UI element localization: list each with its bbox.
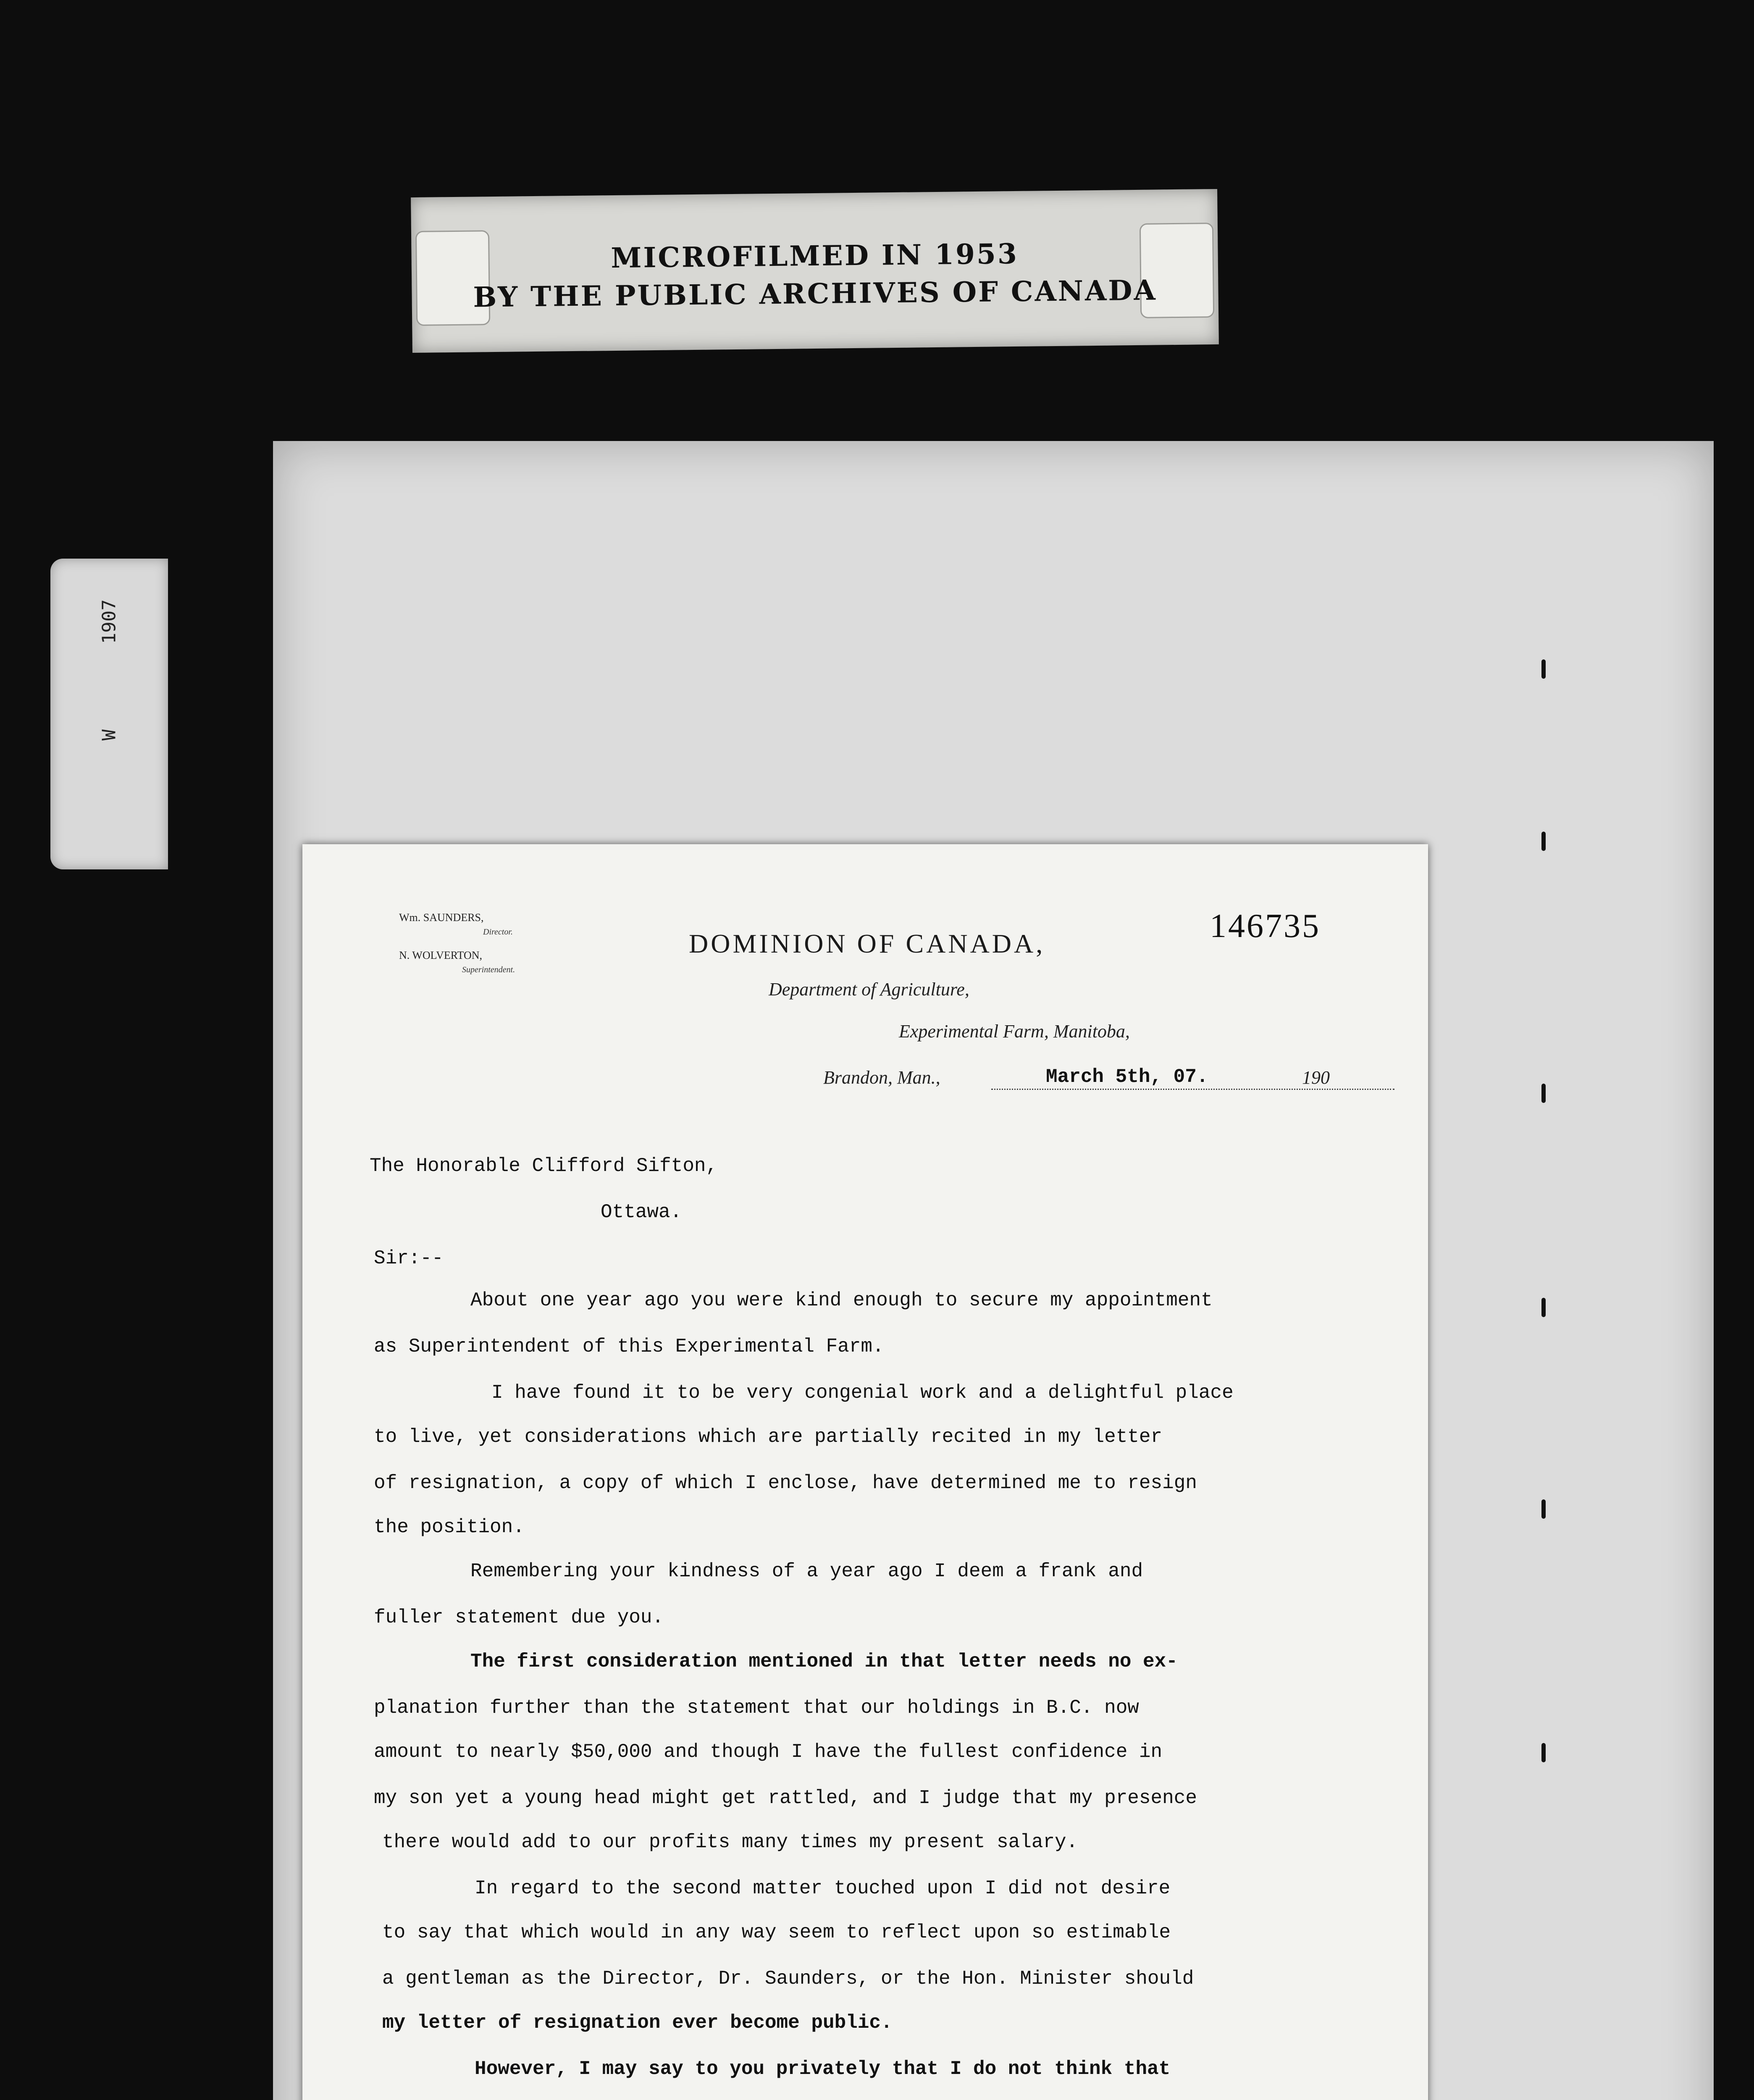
body-line: The first consideration mentioned in that letter needs no ex- (470, 1651, 1178, 1672)
body-line: a gentleman as the Director, Dr. Saunders, or the Hon. Minister should (382, 1968, 1194, 1990)
reel-label (50, 559, 168, 869)
letterhead-farm: Experimental Farm, Manitoba, (899, 1021, 1130, 1042)
reel-year: 1907 (98, 599, 120, 644)
margin-mark (1541, 1743, 1546, 1762)
margin-mark (1541, 659, 1546, 679)
letter-date: March 5th, 07. (1046, 1066, 1208, 1088)
body-line: About one year ago you were kind enough to secure my appointment (470, 1289, 1213, 1311)
letterhead-name-director: Wm. SAUNDERS, (399, 911, 484, 924)
letterhead-role-superintendent: Superintendent. (462, 965, 515, 974)
body-line: planation further than the statement that our holdings in B.C. now (374, 1697, 1139, 1719)
margin-mark (1541, 832, 1546, 851)
letterhead-department: Department of Agriculture, (769, 979, 969, 1000)
body-line: my letter of resignation ever become public. (382, 2012, 893, 2034)
body-line: fuller statement due you. (374, 1606, 664, 1628)
archive-label (411, 189, 1219, 353)
body-line: However, I may say to you privately that I do not think that (475, 2058, 1171, 2080)
salutation: Sir:-- (374, 1247, 444, 1269)
body-line: to live, yet considerations which are partially recited in my letter (374, 1426, 1163, 1448)
margin-mark (1541, 1084, 1546, 1103)
letterhead-name-superintendent: N. WOLVERTON, (399, 949, 483, 961)
body-line: my son yet a young head might get rattled, and I judge that my presence (374, 1787, 1197, 1809)
body-line: Remembering your kindness of a year ago I deem a frank and (470, 1560, 1143, 1582)
body-line: amount to nearly $50,000 and though I have the fullest confidence in (374, 1741, 1163, 1763)
margin-mark (1541, 1499, 1546, 1519)
addressee-city: Ottawa. (601, 1201, 682, 1223)
document-number: 146735 (1210, 908, 1321, 945)
margin-mark (1541, 1298, 1546, 1317)
body-line: there would add to our profits many times my present salary. (382, 1831, 1078, 1853)
body-line: to say that which would in any way seem to reflect upon so estimable (382, 1922, 1171, 1943)
letterhead-title: DOMINION OF CANADA, (689, 929, 1045, 958)
addressee: The Honorable Clifford Sifton, (370, 1155, 718, 1177)
date-line (991, 1089, 1394, 1090)
body-line: the position. (374, 1516, 525, 1538)
letter-page (302, 844, 1428, 2100)
body-line: of resignation, a copy of which I enclose, have determined me to resign (374, 1472, 1197, 1494)
reel-code: W (98, 729, 120, 741)
body-line: I have found it to be very congenial work and a delightful place (491, 1382, 1234, 1404)
year-suffix: 190 (1302, 1067, 1330, 1088)
letterhead-role-director: Director. (483, 927, 513, 937)
letterhead-place: Brandon, Man., (823, 1067, 940, 1088)
archive-label-line2: BY THE PUBLIC ARCHIVES OF CANADA (473, 273, 1158, 314)
body-line: In regard to the second matter touched upon I did not desire (475, 1877, 1171, 1899)
archive-label-line1: MICROFILMED IN 1953 (611, 237, 1019, 275)
body-line: as Superintendent of this Experimental Farm. (374, 1336, 884, 1357)
